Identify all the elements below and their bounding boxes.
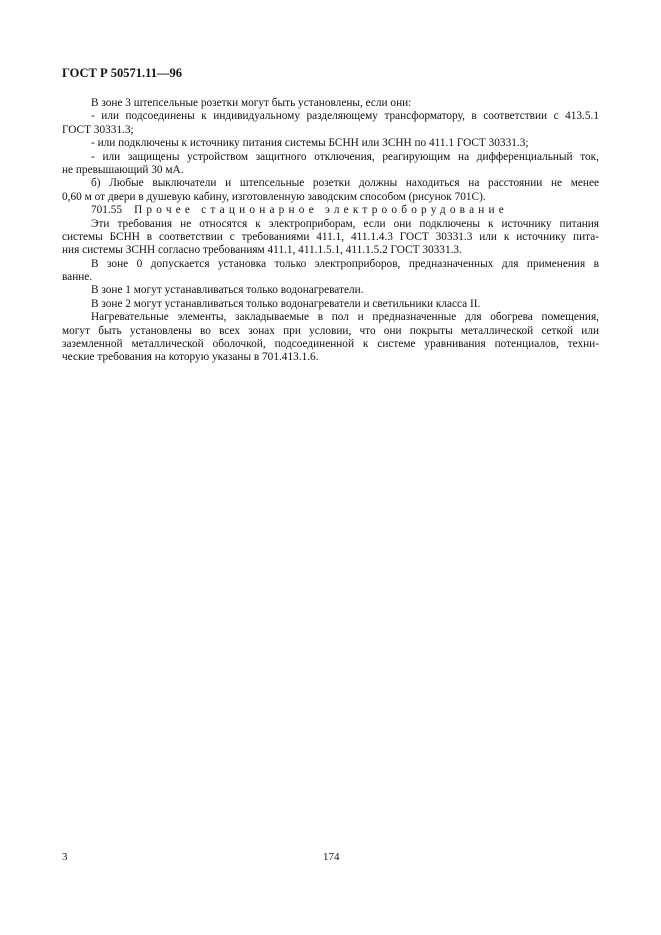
page-number: 174 — [323, 851, 340, 863]
text-line: В зоне 3 штепсельные розетки могут быть установлены, если они: — [91, 97, 412, 109]
text-line: системы БСНН в соответствии с требованиями 411.1, 411.1.4.3 ГОСТ 30331.3 или к источнику пита- — [62, 230, 599, 243]
text-line: не превышающий 30 мА. — [62, 163, 184, 176]
text-line: могут быть установлены во всех зонах при условии, что они покрыты металлической сеткой или — [62, 324, 599, 337]
text-line: ческие требования на которую указаны в 701.413.1.6. — [62, 351, 319, 364]
text-line: ния системы ЗСНН согласно требованиям 411.1, 411.1.5.1, 411.1.5.2 ГОСТ 30331.3. — [62, 244, 462, 257]
section-heading — [62, 204, 599, 217]
text-line: В зоне 1 могут устанавливаться только водонагреватели. — [91, 284, 364, 297]
text-line: - или подсоединены к индивидуальному разделяющему трансформатору, в соответствии с 413.5.1 — [91, 110, 599, 123]
text-line: 0,60 м от двери в душевую кабину, изготовленную заводским способом (рисунок 701С). — [62, 190, 486, 203]
section-number: 701.55 — [91, 204, 123, 217]
text-line: ванне. — [62, 271, 93, 284]
text-line: б) Любые выключатели и штепсельные розетки должны находиться на расстоянии не менее — [91, 177, 599, 190]
text-line: - или защищены устройством защитного отключения, реагирующим на дифференциальный ток, — [91, 150, 599, 163]
text-line: - или подключены к источнику питания системы БСНН или ЗСНН по 411.1 ГОСТ 30331.3; — [91, 137, 529, 150]
document-body — [62, 97, 599, 365]
text-line: Нагревательные элементы, закладываемые в пол и предназначенные для обогрева помещения, — [91, 311, 599, 324]
text-line: Эти требования не относятся к электроприборам, если они подключены к источнику питания — [91, 217, 599, 230]
footer-left-number: 3 — [62, 851, 68, 863]
text-line: В зоне 2 могут устанавливаться только водонагреватели и светильники класса II. — [91, 297, 481, 310]
text-line: ГОСТ 30331.3; — [62, 123, 134, 136]
text-line: заземленной металлической оболочкой, подсоединенной к системе уравнивания потенциалов, техни- — [62, 338, 599, 351]
section-title: Прочее стационарное электрооборудование — [134, 204, 508, 217]
text-line: В зоне 0 допускается установка только электроприборов, предназначенных для применения в — [91, 257, 599, 270]
document-header: ГОСТ Р 50571.11—96 — [62, 66, 182, 80]
